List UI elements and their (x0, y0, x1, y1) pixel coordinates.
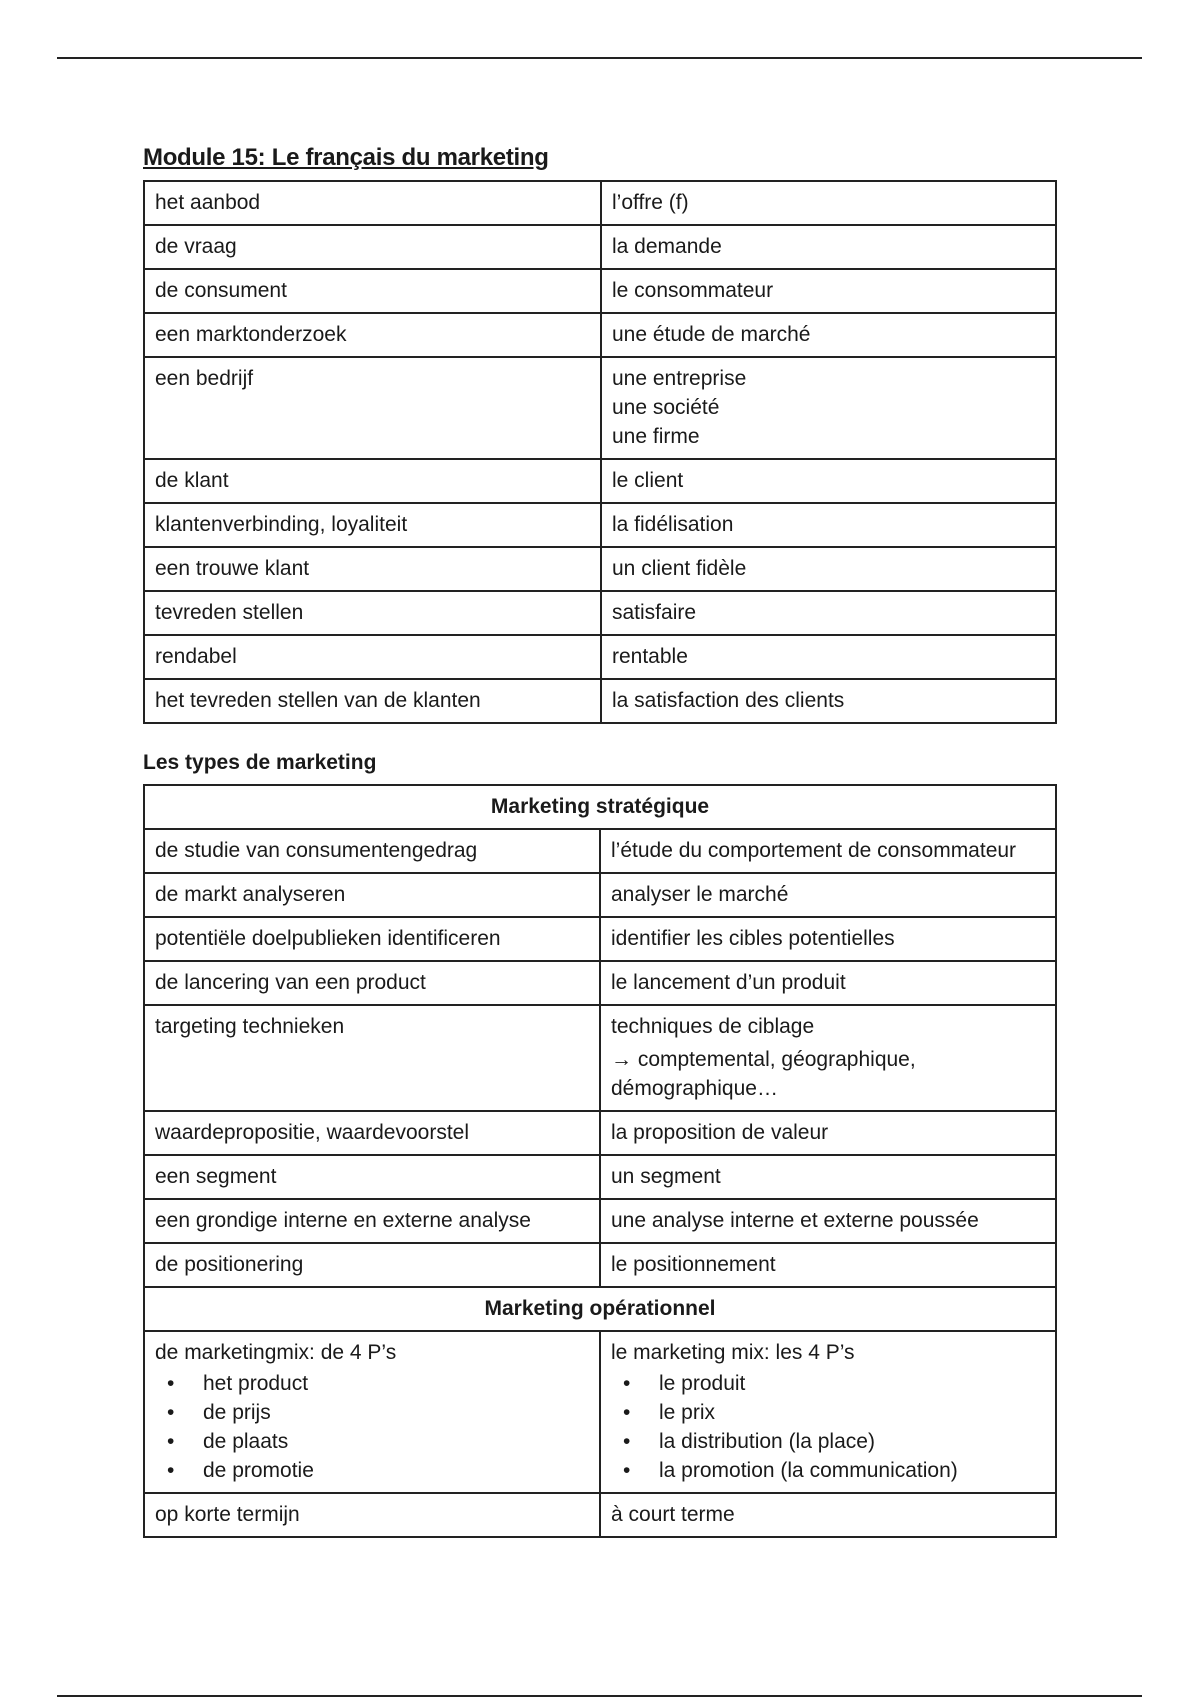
list-item: • de plaats (203, 1427, 589, 1456)
french-term-line: un segment (611, 1165, 721, 1188)
french-term-line: le client (612, 469, 684, 492)
french-term-line: la fidélisation (612, 513, 734, 536)
french-term-line: une société (612, 396, 720, 419)
dutch-term: waardepropositie, waardevoorstel (144, 1111, 600, 1155)
types-heading: Les types de marketing (143, 751, 377, 774)
french-term-line: techniques de ciblage (611, 1015, 815, 1038)
list-item: • la distribution (la place) (659, 1427, 1045, 1456)
dutch-term: de klant (144, 459, 601, 503)
marketing-mix-row (144, 1331, 1056, 1493)
operational-table-body (144, 1287, 1056, 1537)
french-term (600, 917, 1056, 961)
french-term-line: la satisfaction des clients (612, 689, 845, 712)
table-row (144, 1493, 1056, 1537)
table-row (144, 873, 1056, 917)
mix-fr-intro: le marketing mix: les 4 P’s (611, 1341, 855, 1364)
french-term (601, 181, 1056, 225)
dutch-term: de markt analyseren (144, 873, 600, 917)
page-title: Module 15: Le français du marketing (143, 144, 549, 171)
french-term-line: l’étude du comportement de consommateur (611, 839, 1017, 862)
french-term (601, 547, 1056, 591)
table-row (144, 1005, 1056, 1111)
strategic-header: Marketing stratégique (144, 785, 1056, 829)
dutch-term: de lancering van een product (144, 961, 600, 1005)
table-row (144, 961, 1056, 1005)
table-row (144, 1243, 1056, 1287)
french-term-line: analyser le marché (611, 883, 789, 906)
french-term-line: le lancement d’un produit (611, 971, 846, 994)
french-term (601, 357, 1056, 459)
mix-nl-intro: de marketingmix: de 4 P’s (155, 1341, 397, 1364)
table-row (144, 635, 1056, 679)
french-term-line: satisfaire (612, 601, 697, 624)
french-term-line: une analyse interne et externe poussée (611, 1209, 979, 1232)
french-term (600, 1155, 1056, 1199)
table-row (144, 547, 1056, 591)
french-term-line: un client fidèle (612, 557, 747, 580)
list-item: • le prix (659, 1398, 1045, 1427)
dutch-term: tevreden stellen (144, 591, 601, 635)
french-term (600, 1005, 1056, 1111)
dutch-term: potentiële doelpublieken identificeren (144, 917, 600, 961)
french-term (600, 873, 1056, 917)
dutch-term: een bedrijf (144, 357, 601, 459)
table-row (144, 679, 1056, 723)
french-term (601, 591, 1056, 635)
top-rule (57, 57, 1142, 59)
dutch-term: de consument (144, 269, 601, 313)
table-row (144, 829, 1056, 873)
dutch-term: de positionering (144, 1243, 600, 1287)
mix-fr-list (611, 1369, 1045, 1485)
table-row (144, 459, 1056, 503)
french-term (600, 1111, 1056, 1155)
table-row (144, 313, 1056, 357)
french-term-line: la demande (612, 235, 722, 258)
dutch-term: een segment (144, 1155, 600, 1199)
table-row (144, 591, 1056, 635)
french-term-line: une entreprise (612, 367, 747, 390)
french-term (600, 829, 1056, 873)
table-row (144, 1199, 1056, 1243)
list-item: • het product (203, 1369, 589, 1398)
french-term-line: le positionnement (611, 1253, 776, 1276)
french-term-line: une étude de marché (612, 323, 811, 346)
operational-header-row (144, 1287, 1056, 1331)
table-row (144, 357, 1056, 459)
dutch-term: een trouwe klant (144, 547, 601, 591)
list-item: • le produit (659, 1369, 1045, 1398)
dutch-term: de vraag (144, 225, 601, 269)
french-term (601, 635, 1056, 679)
operational-header: Marketing opérationnel (144, 1287, 1056, 1331)
french-term (601, 269, 1056, 313)
french-term (601, 313, 1056, 357)
french-term (601, 459, 1056, 503)
french-term (600, 1243, 1056, 1287)
dutch-term: de studie van consumentengedrag (144, 829, 600, 873)
french-term-line: le consommateur (612, 279, 774, 302)
table-row (144, 1111, 1056, 1155)
strategic-header-row (144, 785, 1056, 829)
table-row (144, 1155, 1056, 1199)
dutch-term: een marktonderzoek (144, 313, 601, 357)
mix-nl-list (155, 1369, 589, 1485)
dutch-term: targeting technieken (144, 1005, 600, 1111)
french-term (601, 503, 1056, 547)
table-row (144, 181, 1056, 225)
mix-fr-cell (600, 1331, 1056, 1493)
vocab-table (143, 180, 1057, 724)
french-term (600, 1199, 1056, 1243)
types-table (143, 784, 1057, 1538)
document-body (143, 143, 1057, 1538)
french-term (600, 1493, 1056, 1537)
dutch-term: het aanbod (144, 181, 601, 225)
table-row (144, 503, 1056, 547)
dutch-term: op korte termijn (144, 1493, 600, 1537)
french-term-line: l’offre (f) (612, 191, 689, 214)
french-term-line: rentable (612, 645, 688, 668)
french-term (601, 679, 1056, 723)
french-term (601, 225, 1056, 269)
french-term-line: la proposition de valeur (611, 1121, 829, 1144)
list-item: • de prijs (203, 1398, 589, 1427)
vocab-table-body (144, 181, 1056, 723)
french-term-line: → comptemental, géographique, démographique… (611, 1048, 916, 1100)
mix-nl-cell (144, 1331, 600, 1493)
dutch-term: een grondige interne en externe analyse (144, 1199, 600, 1243)
list-item: • de promotie (203, 1456, 589, 1485)
french-term-line: une firme (612, 425, 700, 448)
dutch-term: het tevreden stellen van de klanten (144, 679, 601, 723)
list-item: • la promotion (la communication) (659, 1456, 1045, 1485)
table-row (144, 917, 1056, 961)
french-term-line: identifier les cibles potentielles (611, 927, 895, 950)
french-term (600, 961, 1056, 1005)
table-row (144, 225, 1056, 269)
types-table-body (144, 785, 1056, 1287)
table-row (144, 269, 1056, 313)
french-term-line: à court terme (611, 1503, 735, 1526)
dutch-term: klantenverbinding, loyaliteit (144, 503, 601, 547)
dutch-term: rendabel (144, 635, 601, 679)
bottom-rule (57, 1695, 1142, 1697)
